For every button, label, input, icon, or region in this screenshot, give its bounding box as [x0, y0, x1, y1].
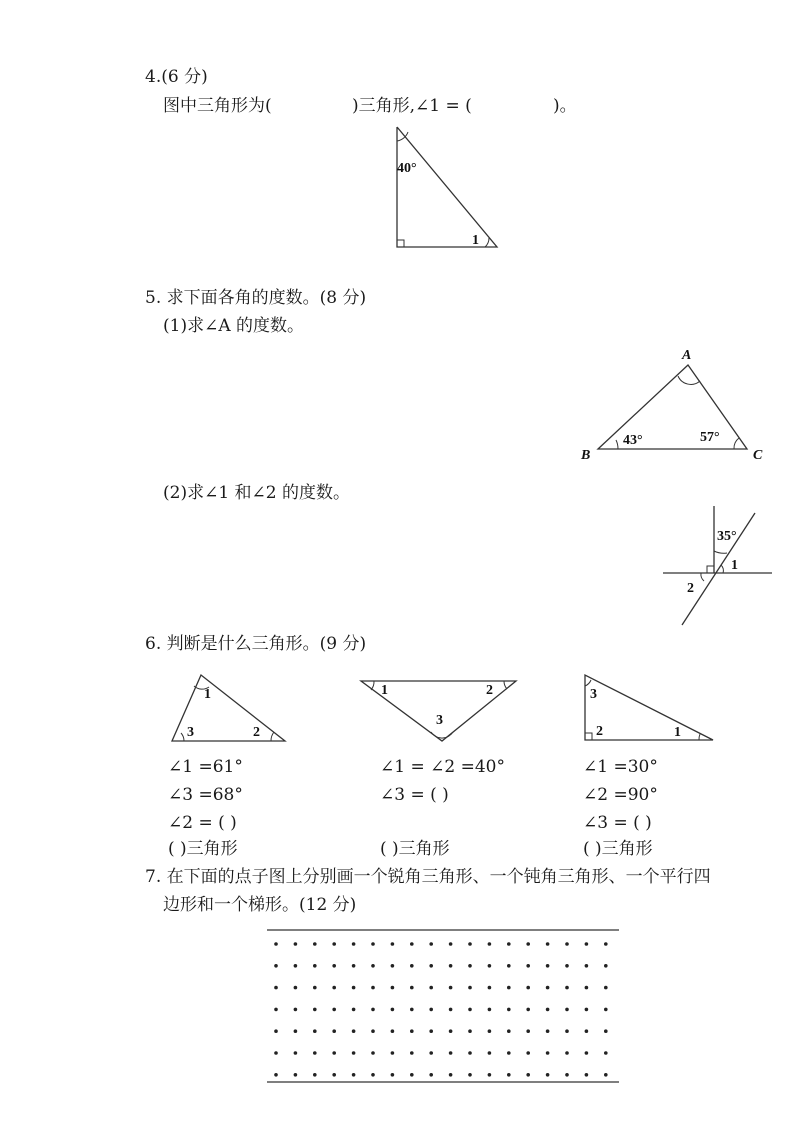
q6-fig3-line2: ∠2 =90°: [583, 785, 658, 805]
grid-dot: [274, 1029, 278, 1033]
q6-fig2-line1: ∠1 = ∠2 =40°: [380, 757, 505, 777]
q5-angle-b: 43°: [623, 433, 643, 448]
q5-lines-figure: [663, 506, 772, 625]
grid-dot: [546, 1073, 550, 1077]
grid-dot: [313, 1073, 317, 1077]
grid-dot: [429, 964, 433, 968]
grid-dot: [468, 1073, 472, 1077]
q6-triangle-3: [585, 675, 713, 740]
grid-dot: [274, 986, 278, 990]
q6-header: 6. 判断是什么三角形。(9 分): [145, 634, 367, 654]
grid-dot: [391, 942, 395, 946]
grid-dot: [391, 1051, 395, 1055]
grid-dot: [488, 1073, 492, 1077]
grid-dot: [604, 986, 608, 990]
grid-dot: [332, 964, 336, 968]
grid-dot: [332, 1073, 336, 1077]
grid-dot: [507, 964, 511, 968]
grid-dot: [546, 1008, 550, 1012]
grid-dot: [410, 1073, 414, 1077]
grid-dot: [526, 1073, 530, 1077]
grid-dot: [371, 1073, 375, 1077]
grid-dot: [391, 964, 395, 968]
q6-fig1-label-1: 1: [204, 687, 211, 702]
grid-dot: [429, 1008, 433, 1012]
grid-dot: [274, 1073, 278, 1077]
grid-dot: [274, 1008, 278, 1012]
grid-dot: [332, 942, 336, 946]
q4-angle-label: 40°: [397, 161, 417, 176]
grid-dot: [332, 1029, 336, 1033]
grid-dot: [604, 1073, 608, 1077]
grid-dot: [449, 964, 453, 968]
grid-dot: [565, 942, 569, 946]
grid-dot: [565, 1073, 569, 1077]
grid-dot: [449, 1073, 453, 1077]
grid-dot: [507, 1008, 511, 1012]
grid-dot: [585, 1008, 589, 1012]
grid-dot: [488, 986, 492, 990]
grid-dot: [585, 964, 589, 968]
q5-angle-35: 35°: [717, 529, 737, 544]
q5-part1: (1)求∠A 的度数。: [163, 316, 305, 336]
dot-grid: [267, 930, 619, 1082]
q6-fig1-line3: ∠2 = ( ): [168, 813, 237, 833]
grid-dot: [449, 1008, 453, 1012]
q6-triangle-1: [172, 675, 285, 741]
q5-label-c: C: [753, 448, 763, 463]
grid-dot: [371, 964, 375, 968]
q5-line-label-2: 2: [687, 581, 694, 596]
q6-fig2-line2: ∠3 = ( ): [380, 785, 449, 805]
q5-triangle-abc: [580, 348, 763, 463]
grid-dot: [410, 964, 414, 968]
grid-dot: [526, 1029, 530, 1033]
grid-dot: [391, 1073, 395, 1077]
q6-fig1-answer: ( )三角形: [168, 839, 238, 859]
grid-dot: [449, 1051, 453, 1055]
grid-dot: [294, 1029, 298, 1033]
grid-dot: [429, 1051, 433, 1055]
grid-dot: [313, 942, 317, 946]
grid-dot: [410, 942, 414, 946]
grid-dot: [274, 942, 278, 946]
grid-dot: [371, 1051, 375, 1055]
grid-dot: [468, 1008, 472, 1012]
grid-dot: [332, 1051, 336, 1055]
grid-dot: [468, 986, 472, 990]
q6-fig1-line1: ∠1 =61°: [168, 757, 243, 777]
q6-fig2-label-1: 1: [381, 683, 388, 698]
grid-dot: [488, 942, 492, 946]
grid-dot: [371, 986, 375, 990]
grid-dot: [565, 964, 569, 968]
grid-dot: [507, 1051, 511, 1055]
q6-fig3-label-3: 3: [590, 687, 597, 702]
q5-line-label-1: 1: [731, 558, 738, 573]
grid-dot: [391, 1008, 395, 1012]
grid-dot: [507, 1029, 511, 1033]
q7-line2: 边形和一个梯形。(12 分): [163, 895, 357, 915]
grid-dot: [507, 942, 511, 946]
q5-part2: (2)求∠1 和∠2 的度数。: [163, 483, 351, 503]
grid-dot: [352, 1029, 356, 1033]
grid-dot: [410, 1008, 414, 1012]
q6-fig1-label-3: 3: [187, 725, 194, 740]
grid-dot: [352, 964, 356, 968]
grid-dot: [604, 942, 608, 946]
q6-fig3-line3: ∠3 = ( ): [583, 813, 652, 833]
grid-dot: [565, 1029, 569, 1033]
grid-dot: [429, 1029, 433, 1033]
grid-dot: [488, 1051, 492, 1055]
grid-dot: [313, 964, 317, 968]
grid-dot: [313, 1051, 317, 1055]
grid-dot: [352, 1073, 356, 1077]
grid-dot: [294, 1051, 298, 1055]
q6-fig3-line1: ∠1 =30°: [583, 757, 658, 777]
q5-label-b: B: [581, 448, 591, 463]
q6-triangle-2: [361, 681, 516, 741]
grid-dot: [332, 986, 336, 990]
q6-fig2-label-2: 2: [486, 683, 493, 698]
grid-dot: [294, 1008, 298, 1012]
grid-dot: [604, 1008, 608, 1012]
grid-dot: [313, 1029, 317, 1033]
grid-dot: [429, 986, 433, 990]
grid-dot: [410, 986, 414, 990]
grid-dot: [352, 1051, 356, 1055]
grid-dot: [410, 1029, 414, 1033]
grid-dot: [410, 1051, 414, 1055]
grid-dot: [371, 942, 375, 946]
grid-dot: [604, 1029, 608, 1033]
q6-fig3-label-1: 1: [674, 725, 681, 740]
grid-dot: [449, 942, 453, 946]
grid-dot: [313, 1008, 317, 1012]
q4-header: 4.(6 分): [145, 67, 208, 87]
grid-dot: [546, 964, 550, 968]
grid-dot: [294, 1073, 298, 1077]
grid-dot: [507, 1073, 511, 1077]
q4-text-b: )三角形,∠1 = (: [352, 96, 472, 116]
q6-fig2-answer: ( )三角形: [380, 839, 450, 859]
grid-dot: [604, 1051, 608, 1055]
grid-dot: [585, 1029, 589, 1033]
grid-dot: [526, 964, 530, 968]
q7-line1: 7. 在下面的点子图上分别画一个锐角三角形、一个钝角三角形、一个平行四: [145, 867, 711, 887]
grid-dot: [429, 1073, 433, 1077]
grid-dot: [565, 1008, 569, 1012]
grid-dot: [371, 1029, 375, 1033]
grid-dot: [585, 1051, 589, 1055]
q4-text-a: 图中三角形为(: [163, 96, 272, 116]
grid-dot: [391, 1029, 395, 1033]
grid-dot: [526, 1051, 530, 1055]
grid-dot: [429, 942, 433, 946]
grid-dot: [526, 986, 530, 990]
grid-dot: [294, 942, 298, 946]
grid-dot: [352, 986, 356, 990]
grid-dot: [546, 942, 550, 946]
grid-dot: [488, 1008, 492, 1012]
grid-dot: [371, 1008, 375, 1012]
grid-dot: [294, 964, 298, 968]
grid-dot: [352, 1008, 356, 1012]
grid-dot: [546, 986, 550, 990]
grid-dot: [507, 986, 511, 990]
grid-dot: [468, 1051, 472, 1055]
q5-label-a: A: [682, 348, 692, 363]
q6-fig3-answer: ( )三角形: [583, 839, 653, 859]
q6-fig1-label-2: 2: [253, 725, 260, 740]
grid-dot: [332, 1008, 336, 1012]
grid-dot: [585, 1073, 589, 1077]
grid-dot: [526, 942, 530, 946]
grid-dot: [468, 964, 472, 968]
grid-dot: [313, 986, 317, 990]
grid-dot: [274, 964, 278, 968]
grid-dot: [546, 1029, 550, 1033]
grid-dot: [488, 1029, 492, 1033]
q4-triangle: [397, 127, 497, 248]
grid-dot: [274, 1051, 278, 1055]
grid-dot: [585, 942, 589, 946]
grid-dot: [546, 1051, 550, 1055]
grid-dot: [526, 1008, 530, 1012]
q5-header: 5. 求下面各角的度数。(8 分): [145, 288, 367, 308]
q4-text-c: )。: [553, 96, 577, 116]
q4-angle-1: 1: [472, 233, 479, 248]
grid-dot: [294, 986, 298, 990]
grid-dot: [565, 1051, 569, 1055]
grid-dot: [488, 964, 492, 968]
grid-dot: [391, 986, 395, 990]
grid-dot: [468, 1029, 472, 1033]
grid-dot: [585, 986, 589, 990]
q6-fig1-line2: ∠3 =68°: [168, 785, 243, 805]
grid-dot: [449, 986, 453, 990]
q5-angle-c: 57°: [700, 430, 720, 445]
grid-dot: [468, 942, 472, 946]
grid-dot: [565, 986, 569, 990]
grid-dot: [449, 1029, 453, 1033]
grid-dot: [352, 942, 356, 946]
grid-dot: [604, 964, 608, 968]
q6-fig2-label-3: 3: [436, 713, 443, 728]
q6-fig3-label-2: 2: [596, 724, 603, 739]
